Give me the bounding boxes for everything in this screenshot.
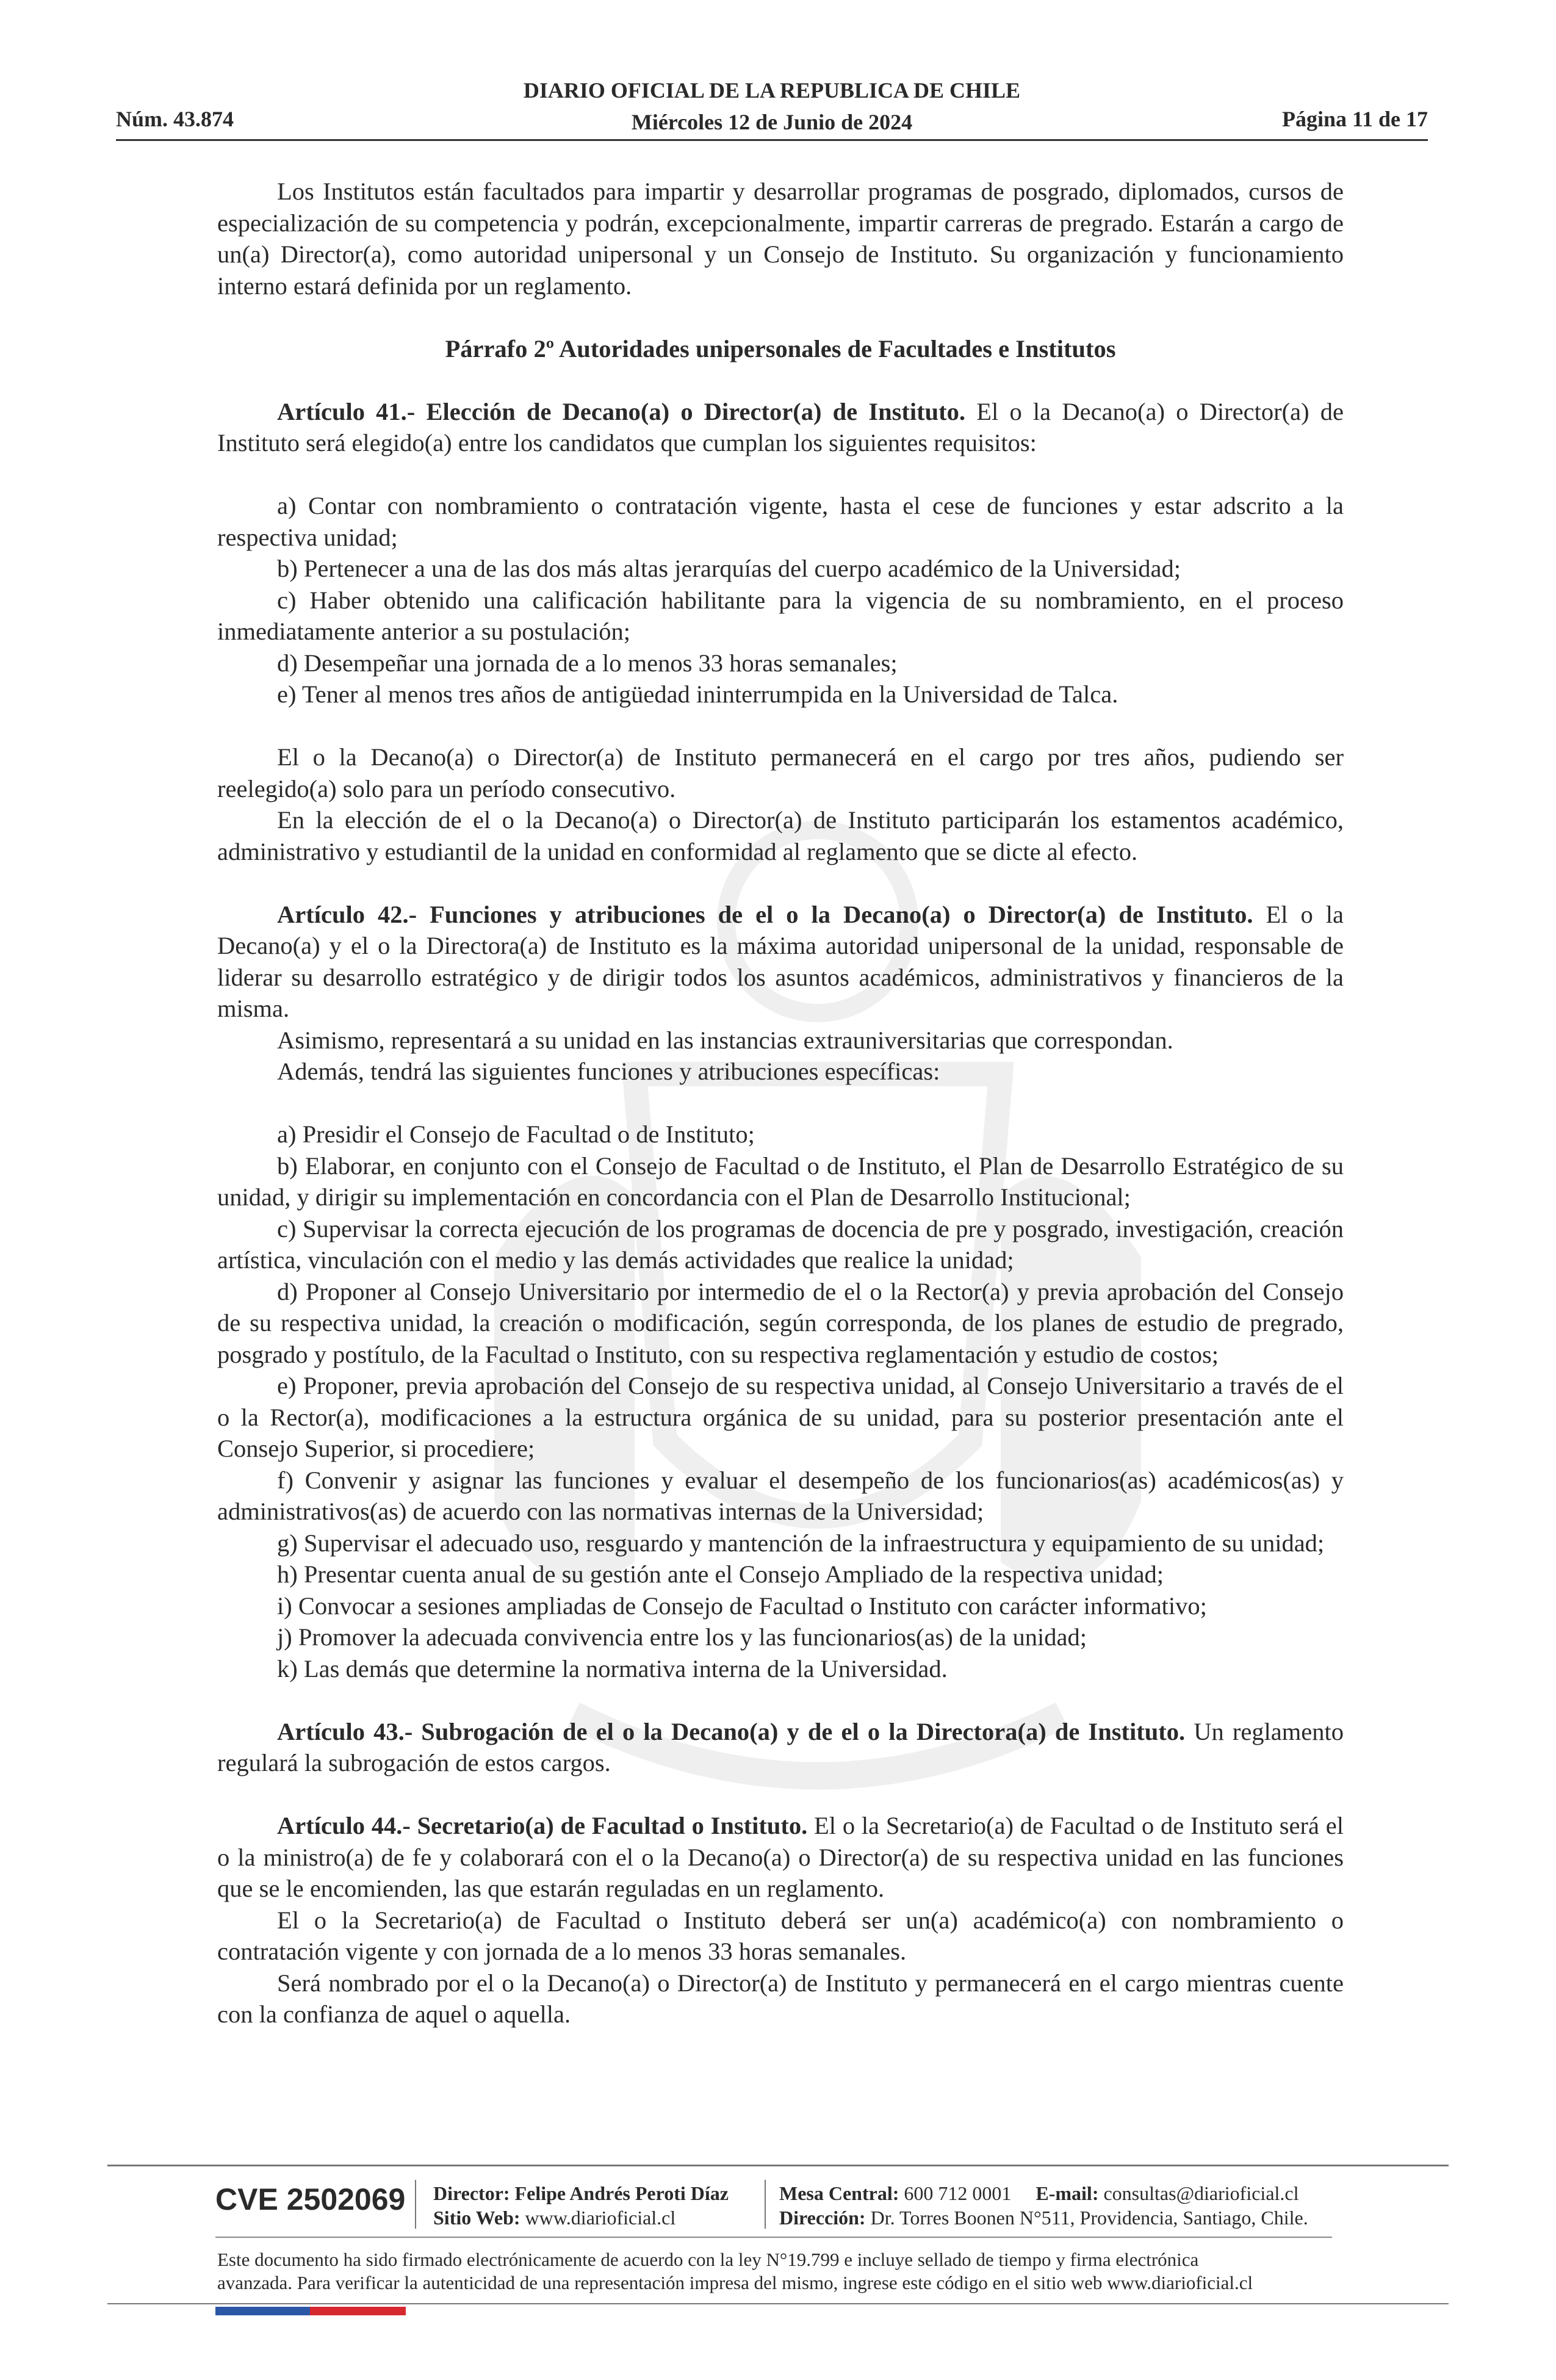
list-item: d) Proponer al Consejo Universitario por intermedio de el o la Rector(a) y previa aprobación del Consejo de su respectiva unidad, la creación o modificación, según corresponda, de los planes de estudio de pregrado, posgrado y postítulo, de la Facultad o Instituto, con su respectiva reglamentación y estudio de costos; (217, 1277, 1344, 1368)
page-number: Página 11 de 17 (1281, 107, 1428, 131)
footer-director-block (433, 2181, 729, 2230)
list-item: i) Convocar a sesiones ampliadas de Consejo de Facultad o Instituto con carácter informativo; (277, 1592, 1207, 1620)
section-heading: Párrafo 2º Autoridades unipersonales de Facultades e Institutos (445, 334, 1116, 362)
document-body (217, 176, 1344, 2030)
list-item: b) Elaborar, en conjunto con el Consejo de Facultad o de Instituto, el Plan de Desarrollo Estratégico de su unidad, y dirigir su implementación en concordancia con el Plan de Desarrollo Institucional; (217, 1152, 1344, 1211)
list-item: a) Presidir el Consejo de Facultad o de Instituto; (277, 1120, 755, 1148)
list-item: b) Pertenecer a una de las dos más altas jerarquías del cuerpo académico de la Universidad; (277, 555, 1181, 582)
list-item: c) Supervisar la correcta ejecución de los programas de docencia de pre y posgrado, investigación, creación artística, vinculación con el medio y las demás actividades que realice la unidad; (217, 1214, 1344, 1274)
footer-separator (415, 2180, 416, 2229)
address-value: Dr. Torres Boonen N°511, Providencia, Santiago, Chile. (870, 2207, 1308, 2229)
director-name: Felipe Andrés Peroti Díaz (514, 2182, 729, 2204)
flag-stripe-blue (215, 2307, 310, 2315)
list-item: e) Tener al menos tres años de antigüedad ininterrumpida en la Universidad de Talca. (277, 680, 1118, 708)
address-label: Dirección: (779, 2207, 866, 2229)
list-item: e) Proponer, previa aprobación del Consejo de su respectiva unidad, al Consejo Universitario a través de el o la Rector(a), modificaciones a la estructura orgánica de su unidad, para su posterior presentación ante el Consejo Superior, si procediere; (217, 1372, 1344, 1462)
intro-paragraph: Los Institutos están facultados para impartir y desarrollar programas de posgrado, diplomados, cursos de especialización de su competencia y podrán, excepcionalmente, impartir carreras de pregrado. Estarán a cargo de un(a) Director(a), como autoridad unipersonal y un Consejo de Instituto. Su organización y funcionamiento interno estará definida por un reglamento. (217, 178, 1344, 300)
article-42-representation: Asimismo, representará a su unidad en las instancias extrauniversitarias que correspondan. (277, 1026, 1173, 1054)
list-item: a) Contar con nombramiento o contratación vigente, hasta el cese de funciones y estar adscrito a la respectiva unidad; (217, 492, 1344, 551)
list-item: j) Promover la adecuada convivencia entre los y las funcionarios(as) de la unidad; (277, 1623, 1087, 1651)
article-42-title: Artículo 42.- Funciones y atribuciones de el o la Decano(a) o Director(a) de Instituto. (277, 900, 1253, 928)
article-42-text: El o la Decano(a) y el o la Directora(a) de Instituto es la máxima autoridad unipersonal de la unidad, responsable de liderar su desarrollo estratégico y de dirigir todos los asuntos académicos, administrativos y financieros de la misma. (217, 900, 1344, 1022)
list-item: g) Supervisar el adecuado uso, resguardo y mantención de la infraestructura y equipamiento de su unidad; (277, 1529, 1325, 1557)
director-label: Director: (433, 2182, 510, 2204)
bottom-divider (107, 2303, 1449, 2304)
masthead (116, 74, 1428, 138)
footer-divider (215, 2237, 1332, 2238)
list-item: k) Las demás que determine la normativa interna de la Universidad. (277, 1654, 948, 1682)
legal-line: avanzada. Para verificar la autenticidad de una representación impresa del mismo, ingrese este código en el sitio web www.diarioficial.cl (217, 2272, 1253, 2293)
list-item: d) Desempeñar una jornada de a lo menos 33 horas semanales; (277, 649, 898, 677)
email-label: E-mail: (1036, 2182, 1099, 2204)
email-link[interactable]: consultas@diarioficial.cl (1103, 2182, 1299, 2204)
website-label: Sitio Web: (433, 2207, 520, 2229)
page-header (116, 74, 1428, 148)
article-41 (217, 396, 1344, 459)
article-44-title: Artículo 44.- Secretario(a) de Facultad o Instituto. (277, 1812, 808, 1839)
article-41-text: El o la Decano(a) o Director(a) de Instituto será elegido(a) entre los candidatos que cumplan los siguientes requisitos: (217, 397, 1344, 456)
phone-number: 600 712 0001 (904, 2182, 1012, 2204)
article-43-title: Artículo 43.- Subrogación de el o la Decano(a) y de el o la Directora(a) de Instituto. (277, 1717, 1186, 1745)
legal-notice (217, 2248, 1364, 2295)
article-44-appointment: Será nombrado por el o la Decano(a) o Director(a) de Instituto y permanecerá en el cargo mientras cuente con la confianza de aquel o aquella. (217, 1969, 1344, 2028)
article-44-requirements: El o la Secretario(a) de Facultad o Instituto deberá ser un(a) académico(a) con nombramiento o contratación vigente y con jornada de a lo menos 33 horas semanales. (217, 1906, 1344, 1965)
publication-date: Miércoles 12 de Junio de 2024 (631, 110, 913, 134)
article-44-text: El o la Secretario(a) de Facultad o de Instituto será el o la ministro(a) de fe y colaborará con el o la Decano(a) o Director(a) de su respectiva unidad en las funciones que se le encomienden, las que estarán reguladas en un reglamento. (217, 1812, 1344, 1902)
list-item: f) Convenir y asignar las funciones y evaluar el desempeño de los funcionarios(as) académicos(as) y administrativos(as) de acuerdo con las normativas internas de la Universidad; (217, 1466, 1344, 1525)
article-43 (217, 1716, 1344, 1779)
publication-title: DIARIO OFICIAL DE LA REPUBLICA DE CHILE (523, 78, 1021, 103)
header-divider (116, 139, 1428, 141)
legal-line: Este documento ha sido firmado electrónicamente de acuerdo con la ley N°19.799 e incluye sellado de tiempo y firma electrónica (217, 2249, 1199, 2270)
phone-label: Mesa Central: (779, 2182, 899, 2204)
footer-contact-block (779, 2181, 1308, 2230)
flag-stripe-red (310, 2307, 406, 2315)
article-42 (217, 899, 1344, 1025)
article-43-text: Un reglamento regulará la subrogación de estos cargos. (217, 1717, 1344, 1776)
article-41-title: Artículo 41.- Elección de Decano(a) o Director(a) de Instituto. (277, 397, 966, 425)
website-link[interactable]: www.diarioficial.cl (525, 2207, 676, 2229)
issue-number: Núm. 43.874 (116, 107, 234, 131)
article-42-functions-intro: Además, tendrá las siguientes funciones y atribuciones específicas: (277, 1058, 940, 1085)
list-item: c) Haber obtenido una calificación habilitante para la vigencia de su nombramiento, en el proceso inmediatamente anterior a su postulación; (217, 586, 1344, 645)
cve-code: CVE 2502069 (215, 2182, 406, 2216)
footer-separator (765, 2180, 766, 2229)
article-41-election: En la elección de el o la Decano(a) o Director(a) de Instituto participarán los estamentos académico, administrativo y estudiantil de la unidad en conformidad al reglamento que se dicte al efecto. (217, 806, 1344, 865)
article-41-term: El o la Decano(a) o Director(a) de Instituto permanecerá en el cargo por tres años, pudiendo ser reelegido(a) solo para un período consecutivo. (217, 743, 1344, 802)
footer-divider (107, 2165, 1449, 2166)
list-item: h) Presentar cuenta anual de su gestión ante el Consejo Ampliado de la respectiva unidad; (277, 1560, 1164, 1588)
article-44 (217, 1810, 1344, 1905)
